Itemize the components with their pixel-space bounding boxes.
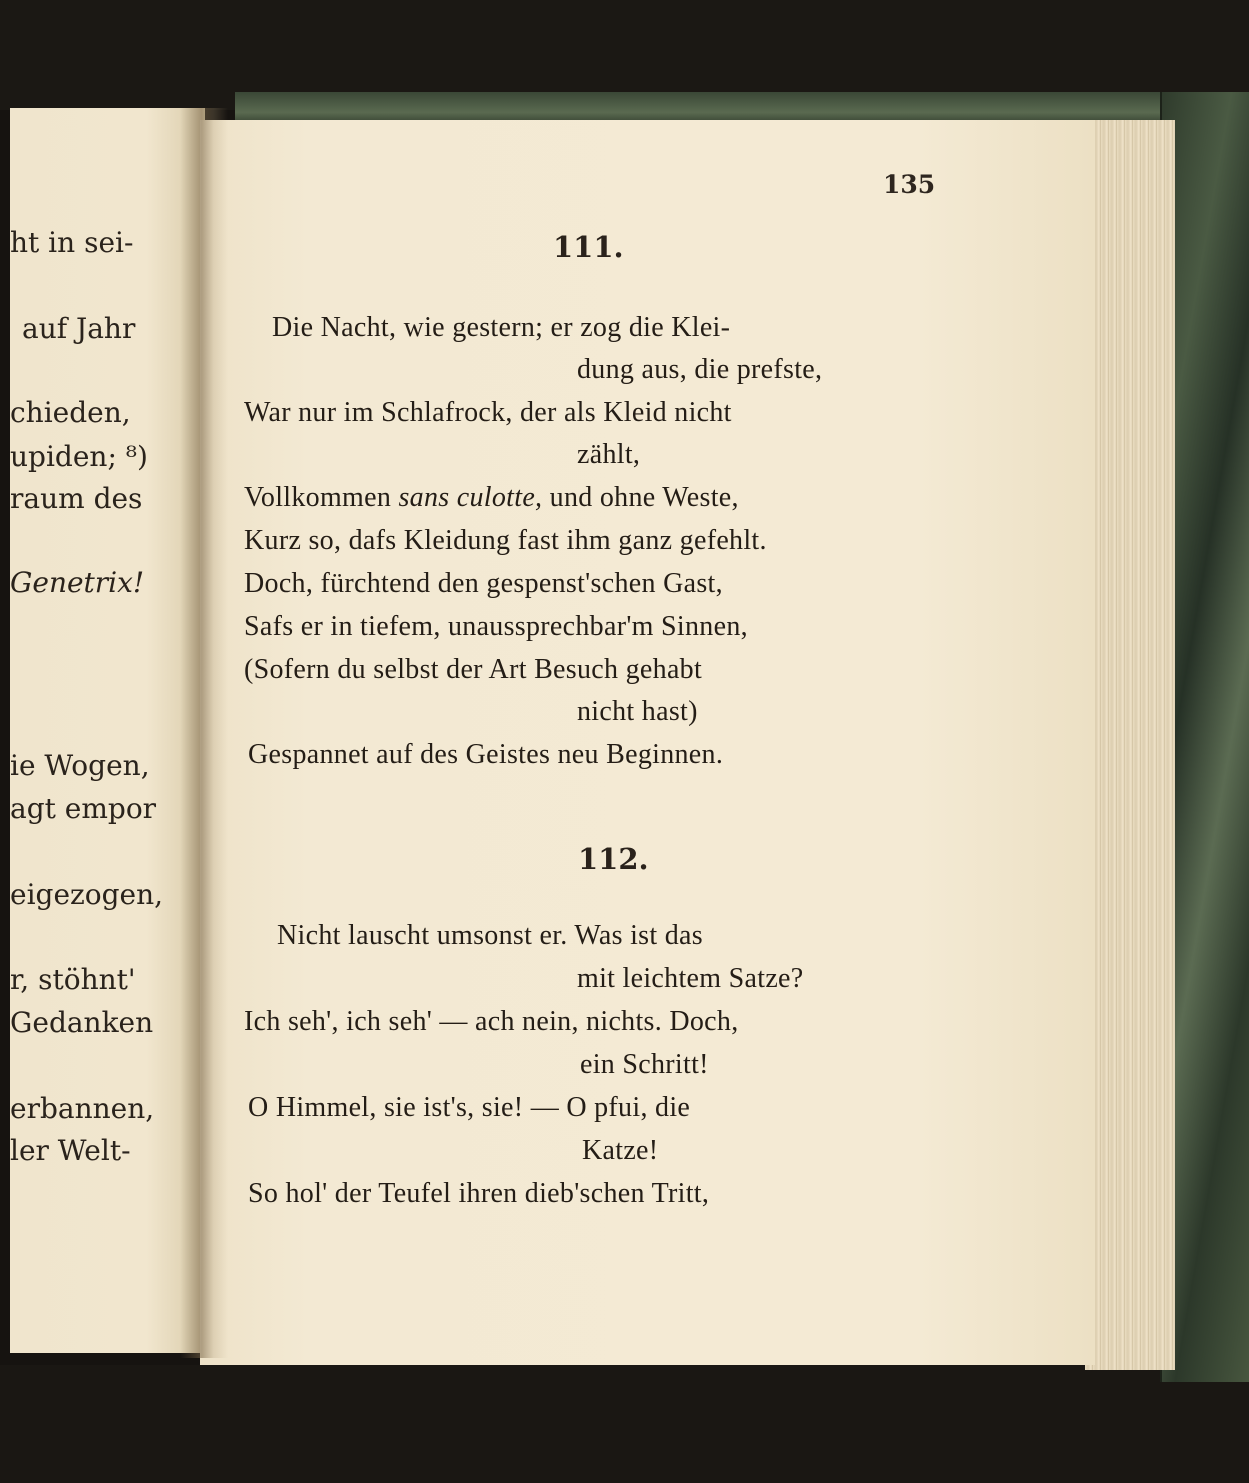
left-line: erbannen, [10, 1092, 155, 1125]
page-edges [1085, 120, 1175, 1370]
verse-line: (Sofern du selbst der Art Besuch gehabt [244, 654, 703, 685]
verse-line: Doch, fürchtend den gespenst'schen Gast, [244, 568, 723, 599]
verse-line: Safs er in tiefem, unaussprechbar'm Sinnen, [244, 611, 748, 642]
verse-line: zählt, [577, 439, 641, 470]
verse-line: So hol' der Teufel ihren dieb'schen Tritt, [248, 1178, 710, 1209]
verse-line: Nicht lauscht umsonst er. Was ist das [277, 920, 703, 951]
verse-line: War nur im Schlafrock, der als Kleid nicht [244, 397, 732, 428]
verse-line: Kurz so, dafs Kleidung fast ihm ganz gefehlt. [244, 525, 767, 556]
verse-line: mit leichtem Satze? [577, 963, 804, 994]
verse-line: Ich seh', ich seh' — ach nein, nichts. Doch, [244, 1006, 739, 1037]
stanza-number: 111. [553, 230, 624, 264]
left-line: Gedanken [10, 1006, 154, 1039]
left-line: raum des [10, 482, 143, 515]
left-line: chieden, [10, 396, 131, 429]
verse-line: Die Nacht, wie gestern; er zog die Klei- [272, 312, 731, 343]
stanza-number: 112. [578, 842, 649, 876]
verse-line: dung aus, die prefste, [577, 354, 823, 385]
verse-line: Katze! [582, 1135, 659, 1166]
left-line: eigezogen, [10, 878, 164, 911]
verse-line: ein Schritt! [580, 1049, 709, 1080]
left-line: auf Jahr [22, 312, 136, 345]
left-line: agt empor [10, 792, 157, 825]
verse-line: nicht hast) [577, 696, 698, 727]
left-line: ht in sei- [10, 226, 134, 259]
dark-background-bottom [0, 1365, 1249, 1483]
page-number: 135 [883, 170, 936, 199]
left-line: ler Welt- [10, 1134, 131, 1167]
verse-line: Gespannet auf des Geistes neu Beginnen. [248, 739, 724, 770]
right-page [200, 120, 1095, 1365]
left-page [10, 108, 205, 1353]
left-line: Genetrix! [10, 566, 145, 599]
verse-line: O Himmel, sie ist's, sie! — O pfui, die [248, 1092, 691, 1123]
verse-line: Vollkommen sans culotte, und ohne Weste, [244, 482, 739, 513]
left-line: r, stöhnt' [10, 963, 136, 996]
left-line: upiden; ⁸) [10, 440, 148, 473]
left-line: ie Wogen, [10, 749, 150, 782]
book-gutter [180, 108, 228, 1358]
